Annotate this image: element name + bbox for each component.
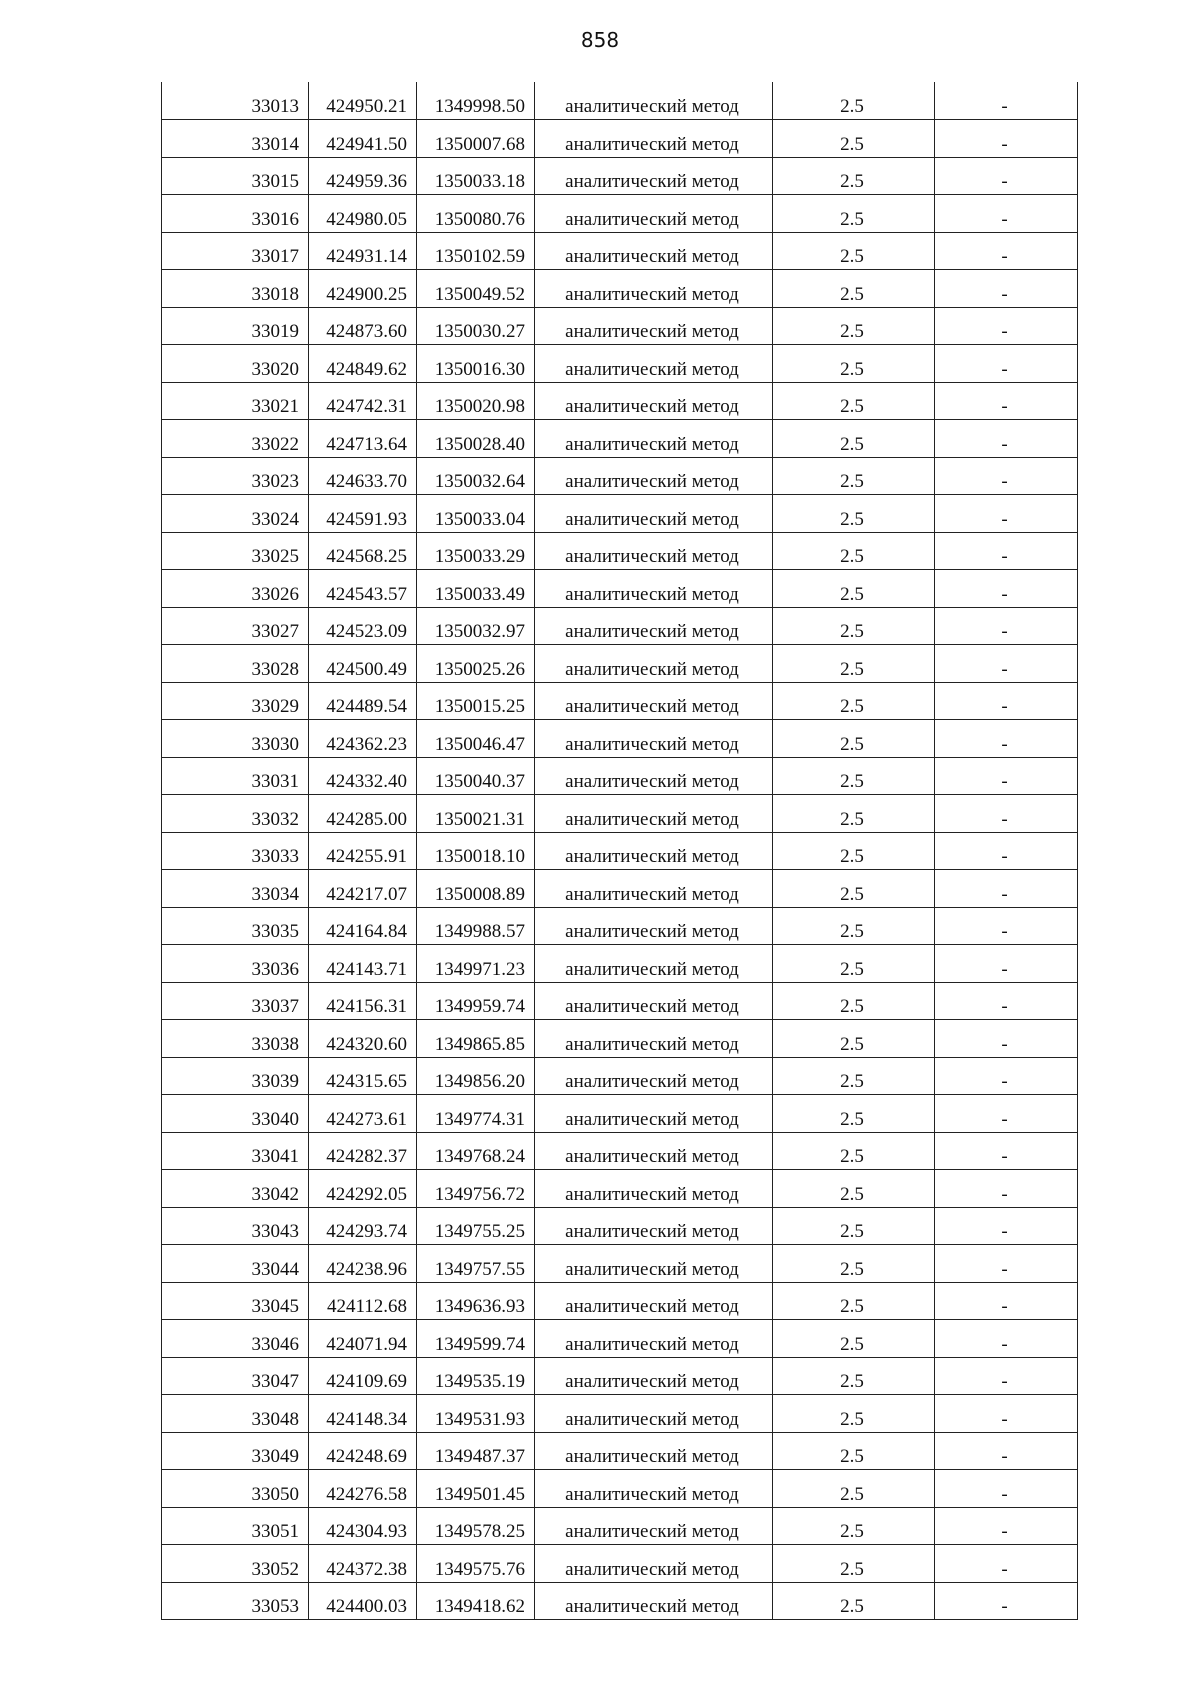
- x-coordinate-cell: 424276.58: [309, 1470, 417, 1508]
- point-number-cell: 33023: [162, 457, 309, 495]
- accuracy-cell: 2.5: [773, 270, 935, 308]
- method-cell: аналитический метод: [535, 120, 773, 158]
- table-row: [162, 120, 1078, 158]
- point-number-cell: 33053: [162, 1582, 309, 1620]
- table-row: [162, 607, 1078, 645]
- method-cell: аналитический метод: [535, 232, 773, 270]
- note-cell: -: [935, 870, 1078, 908]
- y-coordinate-cell: 1349865.85: [417, 1020, 535, 1058]
- note-cell: -: [935, 907, 1078, 945]
- point-number-cell: 33049: [162, 1432, 309, 1470]
- point-number-cell: 33013: [162, 82, 309, 120]
- point-number-cell: 33018: [162, 270, 309, 308]
- x-coordinate-cell: 424320.60: [309, 1020, 417, 1058]
- x-coordinate-cell: 424633.70: [309, 457, 417, 495]
- table-row: [162, 382, 1078, 420]
- point-number-cell: 33019: [162, 307, 309, 345]
- table-row: [162, 1357, 1078, 1395]
- accuracy-cell: 2.5: [773, 457, 935, 495]
- point-number-cell: 33050: [162, 1470, 309, 1508]
- point-number-cell: 33046: [162, 1320, 309, 1358]
- method-cell: аналитический метод: [535, 157, 773, 195]
- table-row: [162, 420, 1078, 458]
- y-coordinate-cell: 1349487.37: [417, 1432, 535, 1470]
- note-cell: -: [935, 682, 1078, 720]
- note-cell: -: [935, 495, 1078, 533]
- x-coordinate-cell: 424315.65: [309, 1057, 417, 1095]
- accuracy-cell: 2.5: [773, 570, 935, 608]
- point-number-cell: 33038: [162, 1020, 309, 1058]
- point-number-cell: 33034: [162, 870, 309, 908]
- y-coordinate-cell: 1350030.27: [417, 307, 535, 345]
- table-row: [162, 1132, 1078, 1170]
- table-row: [162, 720, 1078, 758]
- table-row: [162, 232, 1078, 270]
- point-number-cell: 33051: [162, 1507, 309, 1545]
- method-cell: аналитический метод: [535, 1282, 773, 1320]
- x-coordinate-cell: 424304.93: [309, 1507, 417, 1545]
- accuracy-cell: 2.5: [773, 1132, 935, 1170]
- note-cell: -: [935, 232, 1078, 270]
- note-cell: -: [935, 1282, 1078, 1320]
- y-coordinate-cell: 1349755.25: [417, 1207, 535, 1245]
- accuracy-cell: 2.5: [773, 1395, 935, 1433]
- point-number-cell: 33039: [162, 1057, 309, 1095]
- x-coordinate-cell: 424293.74: [309, 1207, 417, 1245]
- table-row: [162, 1057, 1078, 1095]
- note-cell: -: [935, 1020, 1078, 1058]
- accuracy-cell: 2.5: [773, 1320, 935, 1358]
- table-row: [162, 1020, 1078, 1058]
- method-cell: аналитический метод: [535, 1020, 773, 1058]
- table-row: [162, 570, 1078, 608]
- method-cell: аналитический метод: [535, 682, 773, 720]
- point-number-cell: 33033: [162, 832, 309, 870]
- accuracy-cell: 2.5: [773, 157, 935, 195]
- point-number-cell: 33044: [162, 1245, 309, 1283]
- y-coordinate-cell: 1350025.26: [417, 645, 535, 683]
- method-cell: аналитический метод: [535, 832, 773, 870]
- y-coordinate-cell: 1350032.64: [417, 457, 535, 495]
- x-coordinate-cell: 424900.25: [309, 270, 417, 308]
- x-coordinate-cell: 424164.84: [309, 907, 417, 945]
- point-number-cell: 33028: [162, 645, 309, 683]
- note-cell: -: [935, 1395, 1078, 1433]
- accuracy-cell: 2.5: [773, 382, 935, 420]
- method-cell: аналитический метод: [535, 870, 773, 908]
- table-row: [162, 1282, 1078, 1320]
- accuracy-cell: 2.5: [773, 195, 935, 233]
- table-row: [162, 157, 1078, 195]
- coordinates-table: [161, 82, 1078, 1620]
- note-cell: -: [935, 457, 1078, 495]
- note-cell: -: [935, 270, 1078, 308]
- accuracy-cell: 2.5: [773, 1170, 935, 1208]
- method-cell: аналитический метод: [535, 1432, 773, 1470]
- y-coordinate-cell: 1350016.30: [417, 345, 535, 383]
- x-coordinate-cell: 424362.23: [309, 720, 417, 758]
- note-cell: -: [935, 82, 1078, 120]
- x-coordinate-cell: 424873.60: [309, 307, 417, 345]
- method-cell: аналитический метод: [535, 82, 773, 120]
- point-number-cell: 33027: [162, 607, 309, 645]
- method-cell: аналитический метод: [535, 1245, 773, 1283]
- point-number-cell: 33045: [162, 1282, 309, 1320]
- table-row: [162, 1395, 1078, 1433]
- note-cell: -: [935, 1057, 1078, 1095]
- y-coordinate-cell: 1349575.76: [417, 1545, 535, 1583]
- y-coordinate-cell: 1349768.24: [417, 1132, 535, 1170]
- note-cell: -: [935, 645, 1078, 683]
- point-number-cell: 33015: [162, 157, 309, 195]
- point-number-cell: 33017: [162, 232, 309, 270]
- x-coordinate-cell: 424400.03: [309, 1582, 417, 1620]
- method-cell: аналитический метод: [535, 795, 773, 833]
- table-row: [162, 82, 1078, 120]
- x-coordinate-cell: 424148.34: [309, 1395, 417, 1433]
- y-coordinate-cell: 1349578.25: [417, 1507, 535, 1545]
- y-coordinate-cell: 1350020.98: [417, 382, 535, 420]
- accuracy-cell: 2.5: [773, 720, 935, 758]
- point-number-cell: 33036: [162, 945, 309, 983]
- x-coordinate-cell: 424238.96: [309, 1245, 417, 1283]
- method-cell: аналитический метод: [535, 1207, 773, 1245]
- point-number-cell: 33021: [162, 382, 309, 420]
- note-cell: -: [935, 1245, 1078, 1283]
- point-number-cell: 33025: [162, 532, 309, 570]
- x-coordinate-cell: 424543.57: [309, 570, 417, 608]
- accuracy-cell: 2.5: [773, 532, 935, 570]
- y-coordinate-cell: 1350080.76: [417, 195, 535, 233]
- x-coordinate-cell: 424742.31: [309, 382, 417, 420]
- y-coordinate-cell: 1350040.37: [417, 757, 535, 795]
- note-cell: -: [935, 420, 1078, 458]
- table-row: [162, 682, 1078, 720]
- y-coordinate-cell: 1350008.89: [417, 870, 535, 908]
- method-cell: аналитический метод: [535, 1170, 773, 1208]
- accuracy-cell: 2.5: [773, 907, 935, 945]
- note-cell: -: [935, 832, 1078, 870]
- point-number-cell: 33029: [162, 682, 309, 720]
- x-coordinate-cell: 424273.61: [309, 1095, 417, 1133]
- method-cell: аналитический метод: [535, 982, 773, 1020]
- table-row: [162, 270, 1078, 308]
- note-cell: -: [935, 345, 1078, 383]
- accuracy-cell: 2.5: [773, 1207, 935, 1245]
- y-coordinate-cell: 1349418.62: [417, 1582, 535, 1620]
- method-cell: аналитический метод: [535, 420, 773, 458]
- note-cell: -: [935, 1207, 1078, 1245]
- method-cell: аналитический метод: [535, 645, 773, 683]
- y-coordinate-cell: 1350033.29: [417, 532, 535, 570]
- note-cell: -: [935, 1320, 1078, 1358]
- note-cell: -: [935, 570, 1078, 608]
- y-coordinate-cell: 1349636.93: [417, 1282, 535, 1320]
- accuracy-cell: 2.5: [773, 1095, 935, 1133]
- method-cell: аналитический метод: [535, 1395, 773, 1433]
- note-cell: -: [935, 120, 1078, 158]
- y-coordinate-cell: 1349535.19: [417, 1357, 535, 1395]
- table-row: [162, 795, 1078, 833]
- method-cell: аналитический метод: [535, 382, 773, 420]
- note-cell: -: [935, 157, 1078, 195]
- accuracy-cell: 2.5: [773, 1020, 935, 1058]
- y-coordinate-cell: 1349998.50: [417, 82, 535, 120]
- method-cell: аналитический метод: [535, 1057, 773, 1095]
- y-coordinate-cell: 1349599.74: [417, 1320, 535, 1358]
- y-coordinate-cell: 1350033.49: [417, 570, 535, 608]
- method-cell: аналитический метод: [535, 495, 773, 533]
- point-number-cell: 33041: [162, 1132, 309, 1170]
- point-number-cell: 33020: [162, 345, 309, 383]
- table-row: [162, 195, 1078, 233]
- point-number-cell: 33048: [162, 1395, 309, 1433]
- method-cell: аналитический метод: [535, 907, 773, 945]
- x-coordinate-cell: 424332.40: [309, 757, 417, 795]
- table-row: [162, 1095, 1078, 1133]
- table-row: [162, 1432, 1078, 1470]
- accuracy-cell: 2.5: [773, 307, 935, 345]
- x-coordinate-cell: 424217.07: [309, 870, 417, 908]
- note-cell: -: [935, 1132, 1078, 1170]
- table-row: [162, 532, 1078, 570]
- table-row: [162, 1245, 1078, 1283]
- x-coordinate-cell: 424282.37: [309, 1132, 417, 1170]
- x-coordinate-cell: 424980.05: [309, 195, 417, 233]
- note-cell: -: [935, 1545, 1078, 1583]
- accuracy-cell: 2.5: [773, 1545, 935, 1583]
- point-number-cell: 33026: [162, 570, 309, 608]
- note-cell: -: [935, 720, 1078, 758]
- accuracy-cell: 2.5: [773, 832, 935, 870]
- table-row: [162, 345, 1078, 383]
- table-row: [162, 457, 1078, 495]
- x-coordinate-cell: 424713.64: [309, 420, 417, 458]
- y-coordinate-cell: 1349971.23: [417, 945, 535, 983]
- accuracy-cell: 2.5: [773, 1507, 935, 1545]
- y-coordinate-cell: 1350049.52: [417, 270, 535, 308]
- accuracy-cell: 2.5: [773, 870, 935, 908]
- x-coordinate-cell: 424568.25: [309, 532, 417, 570]
- method-cell: аналитический метод: [535, 195, 773, 233]
- table-row: [162, 870, 1078, 908]
- x-coordinate-cell: 424591.93: [309, 495, 417, 533]
- x-coordinate-cell: 424849.62: [309, 345, 417, 383]
- x-coordinate-cell: 424500.49: [309, 645, 417, 683]
- x-coordinate-cell: 424950.21: [309, 82, 417, 120]
- note-cell: -: [935, 1470, 1078, 1508]
- accuracy-cell: 2.5: [773, 420, 935, 458]
- x-coordinate-cell: 424109.69: [309, 1357, 417, 1395]
- accuracy-cell: 2.5: [773, 682, 935, 720]
- note-cell: -: [935, 1357, 1078, 1395]
- note-cell: -: [935, 982, 1078, 1020]
- table-row: [162, 757, 1078, 795]
- accuracy-cell: 2.5: [773, 1582, 935, 1620]
- x-coordinate-cell: 424248.69: [309, 1432, 417, 1470]
- table-row: [162, 307, 1078, 345]
- point-number-cell: 33014: [162, 120, 309, 158]
- y-coordinate-cell: 1350028.40: [417, 420, 535, 458]
- method-cell: аналитический метод: [535, 1470, 773, 1508]
- method-cell: аналитический метод: [535, 570, 773, 608]
- note-cell: -: [935, 1507, 1078, 1545]
- note-cell: -: [935, 1432, 1078, 1470]
- method-cell: аналитический метод: [535, 1357, 773, 1395]
- method-cell: аналитический метод: [535, 1545, 773, 1583]
- y-coordinate-cell: 1350018.10: [417, 832, 535, 870]
- point-number-cell: 33043: [162, 1207, 309, 1245]
- y-coordinate-cell: 1349988.57: [417, 907, 535, 945]
- note-cell: -: [935, 532, 1078, 570]
- y-coordinate-cell: 1350033.04: [417, 495, 535, 533]
- method-cell: аналитический метод: [535, 457, 773, 495]
- table-row: [162, 1507, 1078, 1545]
- y-coordinate-cell: 1349959.74: [417, 982, 535, 1020]
- point-number-cell: 33031: [162, 757, 309, 795]
- x-coordinate-cell: 424959.36: [309, 157, 417, 195]
- note-cell: -: [935, 757, 1078, 795]
- point-number-cell: 33030: [162, 720, 309, 758]
- x-coordinate-cell: 424931.14: [309, 232, 417, 270]
- method-cell: аналитический метод: [535, 720, 773, 758]
- point-number-cell: 33024: [162, 495, 309, 533]
- note-cell: -: [935, 382, 1078, 420]
- table-row: [162, 945, 1078, 983]
- table-row: [162, 1545, 1078, 1583]
- accuracy-cell: 2.5: [773, 1432, 935, 1470]
- accuracy-cell: 2.5: [773, 495, 935, 533]
- note-cell: -: [935, 195, 1078, 233]
- y-coordinate-cell: 1349757.55: [417, 1245, 535, 1283]
- table-row: [162, 832, 1078, 870]
- note-cell: -: [935, 945, 1078, 983]
- x-coordinate-cell: 424372.38: [309, 1545, 417, 1583]
- accuracy-cell: 2.5: [773, 645, 935, 683]
- accuracy-cell: 2.5: [773, 982, 935, 1020]
- x-coordinate-cell: 424112.68: [309, 1282, 417, 1320]
- point-number-cell: 33016: [162, 195, 309, 233]
- point-number-cell: 33032: [162, 795, 309, 833]
- y-coordinate-cell: 1349756.72: [417, 1170, 535, 1208]
- accuracy-cell: 2.5: [773, 120, 935, 158]
- y-coordinate-cell: 1350007.68: [417, 120, 535, 158]
- coordinates-table-body: [162, 82, 1078, 1620]
- y-coordinate-cell: 1349501.45: [417, 1470, 535, 1508]
- point-number-cell: 33040: [162, 1095, 309, 1133]
- table-row: [162, 982, 1078, 1020]
- y-coordinate-cell: 1350021.31: [417, 795, 535, 833]
- accuracy-cell: 2.5: [773, 1245, 935, 1283]
- table-row: [162, 1320, 1078, 1358]
- x-coordinate-cell: 424143.71: [309, 945, 417, 983]
- accuracy-cell: 2.5: [773, 82, 935, 120]
- y-coordinate-cell: 1349856.20: [417, 1057, 535, 1095]
- accuracy-cell: 2.5: [773, 1282, 935, 1320]
- method-cell: аналитический метод: [535, 307, 773, 345]
- note-cell: -: [935, 1095, 1078, 1133]
- table-row: [162, 907, 1078, 945]
- x-coordinate-cell: 424156.31: [309, 982, 417, 1020]
- accuracy-cell: 2.5: [773, 1470, 935, 1508]
- accuracy-cell: 2.5: [773, 1357, 935, 1395]
- method-cell: аналитический метод: [535, 270, 773, 308]
- accuracy-cell: 2.5: [773, 232, 935, 270]
- table-row: [162, 1470, 1078, 1508]
- y-coordinate-cell: 1350032.97: [417, 607, 535, 645]
- point-number-cell: 33022: [162, 420, 309, 458]
- y-coordinate-cell: 1350033.18: [417, 157, 535, 195]
- y-coordinate-cell: 1350015.25: [417, 682, 535, 720]
- point-number-cell: 33037: [162, 982, 309, 1020]
- method-cell: аналитический метод: [535, 1582, 773, 1620]
- y-coordinate-cell: 1350102.59: [417, 232, 535, 270]
- x-coordinate-cell: 424523.09: [309, 607, 417, 645]
- method-cell: аналитический метод: [535, 1095, 773, 1133]
- table-row: [162, 495, 1078, 533]
- x-coordinate-cell: 424941.50: [309, 120, 417, 158]
- method-cell: аналитический метод: [535, 757, 773, 795]
- page-number: 858: [580, 28, 620, 52]
- note-cell: -: [935, 607, 1078, 645]
- method-cell: аналитический метод: [535, 1320, 773, 1358]
- method-cell: аналитический метод: [535, 945, 773, 983]
- table-row: [162, 1582, 1078, 1620]
- accuracy-cell: 2.5: [773, 757, 935, 795]
- y-coordinate-cell: 1349531.93: [417, 1395, 535, 1433]
- method-cell: аналитический метод: [535, 607, 773, 645]
- method-cell: аналитический метод: [535, 532, 773, 570]
- y-coordinate-cell: 1349774.31: [417, 1095, 535, 1133]
- table-row: [162, 1170, 1078, 1208]
- method-cell: аналитический метод: [535, 1507, 773, 1545]
- accuracy-cell: 2.5: [773, 1057, 935, 1095]
- method-cell: аналитический метод: [535, 1132, 773, 1170]
- x-coordinate-cell: 424489.54: [309, 682, 417, 720]
- point-number-cell: 33047: [162, 1357, 309, 1395]
- accuracy-cell: 2.5: [773, 345, 935, 383]
- table-row: [162, 1207, 1078, 1245]
- note-cell: -: [935, 1582, 1078, 1620]
- method-cell: аналитический метод: [535, 345, 773, 383]
- note-cell: -: [935, 795, 1078, 833]
- accuracy-cell: 2.5: [773, 795, 935, 833]
- accuracy-cell: 2.5: [773, 607, 935, 645]
- note-cell: -: [935, 1170, 1078, 1208]
- point-number-cell: 33052: [162, 1545, 309, 1583]
- note-cell: -: [935, 307, 1078, 345]
- x-coordinate-cell: 424292.05: [309, 1170, 417, 1208]
- table-row: [162, 645, 1078, 683]
- y-coordinate-cell: 1350046.47: [417, 720, 535, 758]
- x-coordinate-cell: 424071.94: [309, 1320, 417, 1358]
- point-number-cell: 33042: [162, 1170, 309, 1208]
- point-number-cell: 33035: [162, 907, 309, 945]
- x-coordinate-cell: 424255.91: [309, 832, 417, 870]
- x-coordinate-cell: 424285.00: [309, 795, 417, 833]
- accuracy-cell: 2.5: [773, 945, 935, 983]
